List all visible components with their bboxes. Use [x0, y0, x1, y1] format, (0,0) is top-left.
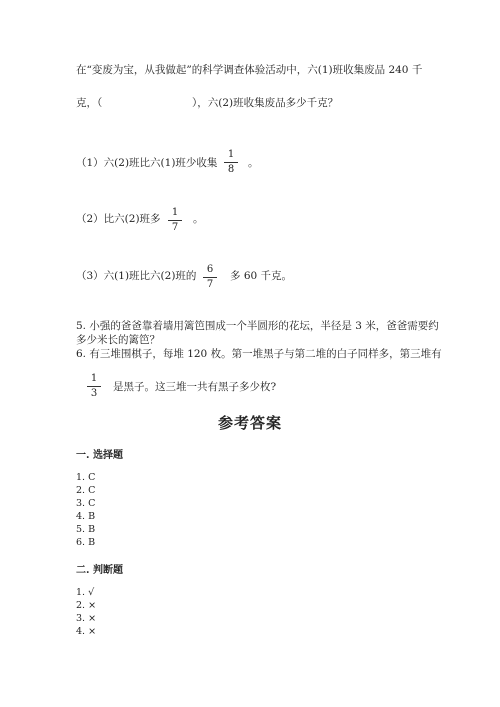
option-2-text: （2）比六(2)班多 [76, 213, 161, 225]
fraction-numerator: 1 [171, 207, 179, 218]
question-5-line-2: 多少米长的篱笆？ [76, 334, 160, 346]
choice-answer: 5. B [76, 524, 96, 535]
option-3-end: 多 60 千克。 [230, 270, 293, 282]
problem-line-2-prefix: 克，（ [76, 97, 103, 109]
option-3-fraction [203, 264, 217, 291]
fraction-denominator: 7 [206, 279, 214, 290]
question-6-line-1: 6. 有三堆围棋子，每堆 120 枚。第一堆黑子与第二堆的白子同样多，第三堆有 [76, 348, 442, 360]
judge-answer: 1. √ [76, 587, 95, 598]
fraction-bar [203, 277, 217, 278]
question-6-fraction [87, 373, 101, 400]
option-1-fraction [224, 149, 238, 176]
judge-answer: 3. × [76, 613, 97, 624]
fraction-bar [224, 162, 238, 163]
fraction-denominator: 7 [171, 222, 179, 233]
judge-answer: 4. × [76, 626, 97, 637]
option-1-end: 。 [248, 157, 259, 169]
fraction-bar [168, 220, 182, 221]
option-1-text: （1）六(2)班比六(1)班少收集 [76, 157, 218, 169]
choice-answer: 3. C [76, 498, 96, 509]
choice-answer: 1. C [76, 472, 96, 483]
judge-answer: 2. × [76, 600, 97, 611]
question-5-line-1: 5. 小强的爸爸靠着墙用篱笆围成一个半圆形的花坛，半径是 3 米，爸爸需要约 [76, 320, 439, 332]
section-choice-heading: 一. 选择题 [76, 450, 123, 461]
choice-answer: 2. C [76, 485, 96, 496]
choice-answer: 6. B [76, 537, 96, 548]
fraction-numerator: 6 [206, 264, 214, 275]
option-3-text: （3）六(1)班比六(2)班的 [76, 270, 197, 282]
fraction-bar [87, 386, 101, 387]
fraction-denominator: 8 [227, 164, 235, 175]
fraction-denominator: 3 [90, 388, 98, 399]
problem-line-1: 在“变废为宝，从我做起”的科学调查体验活动中，六(1)班收集废品 240 千 [76, 64, 423, 76]
question-6-line-2: 是黑子。这三堆一共有黑子多少枚? [113, 381, 277, 393]
choice-answer: 4. B [76, 511, 96, 522]
answer-title: 参考答案 [217, 414, 282, 432]
option-2-fraction [168, 207, 182, 234]
option-2-end: 。 [193, 213, 204, 225]
fraction-numerator: 1 [227, 149, 235, 160]
problem-line-2-suffix: ），六(2)班收集废品多少千克？ [192, 97, 339, 109]
fraction-numerator: 1 [90, 373, 98, 384]
section-judge-heading: 二. 判断题 [76, 565, 123, 576]
